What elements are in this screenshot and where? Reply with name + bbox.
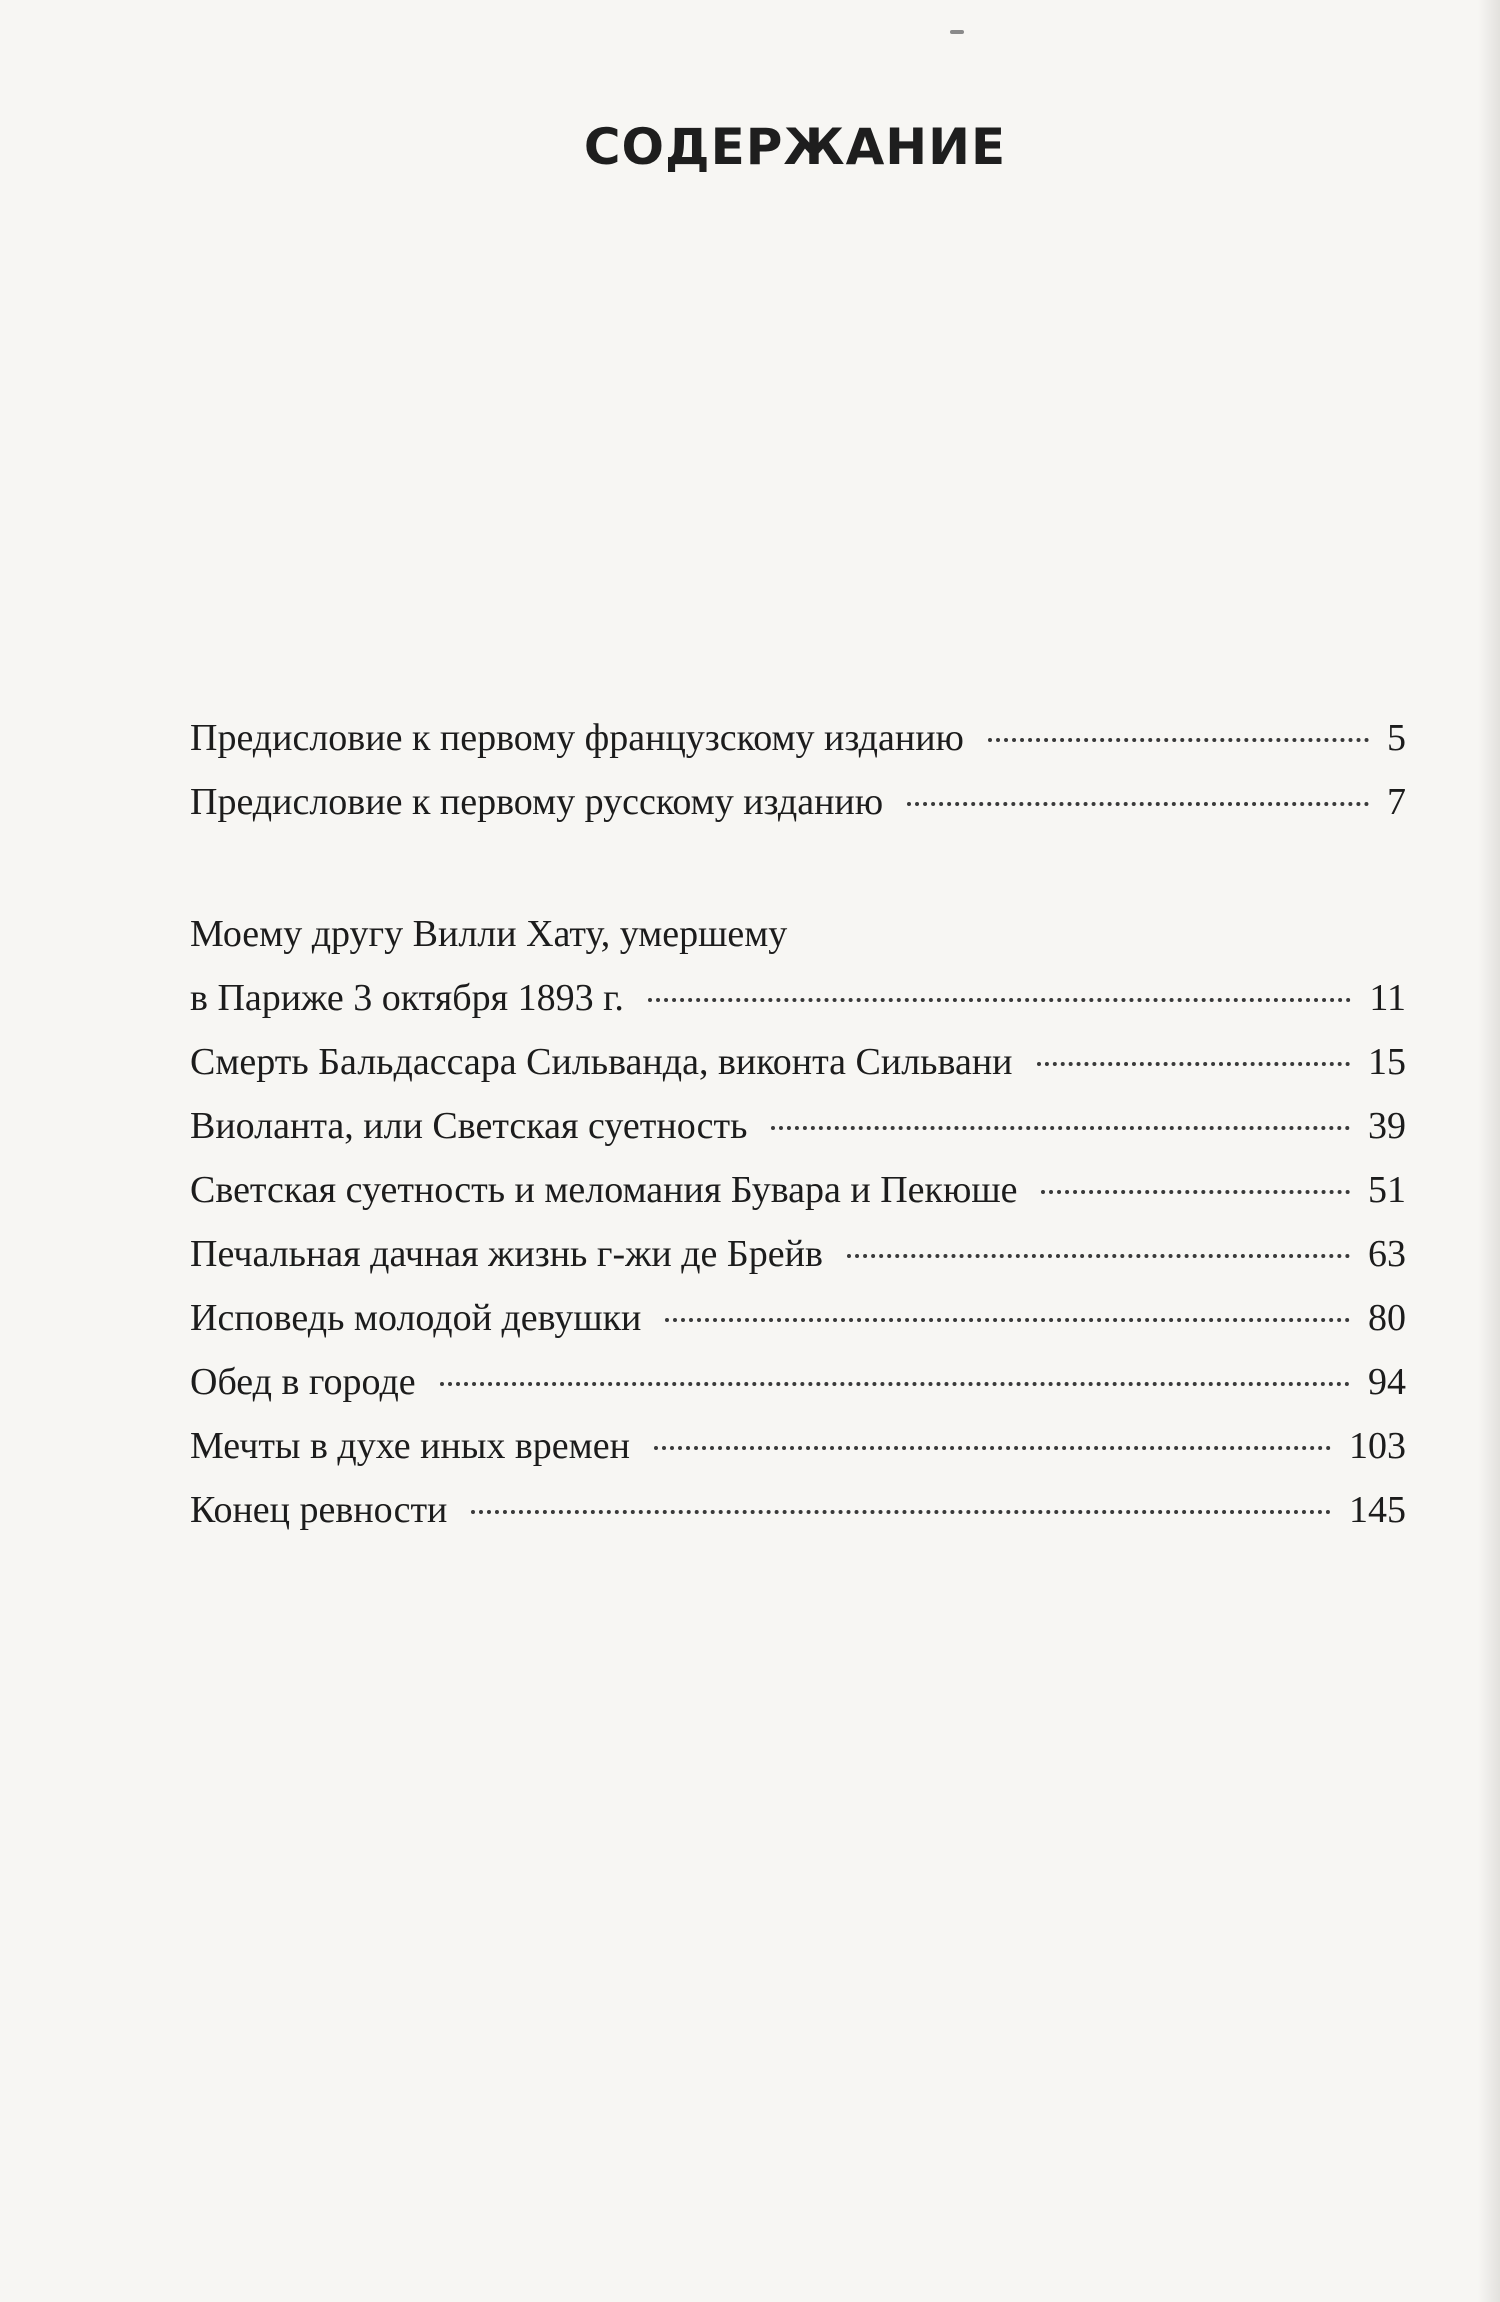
toc-entry-page: 80 (1368, 1297, 1406, 1339)
toc-entry-label-line1: Моему другу Вилли Хату, умершему (190, 913, 788, 955)
toc-entry-preface-russian[interactable] (190, 770, 1406, 834)
toc-entry-label: Предисловие к первому французскому изданию (190, 717, 964, 759)
toc-entry-label: Смерть Бальдассара Сильванда, виконта Сильвани (190, 1041, 1013, 1083)
toc-entry-page: 5 (1387, 717, 1406, 759)
toc-entry-willie-heath[interactable] (190, 902, 1406, 1030)
toc-entry-label: Виоланта, или Светская суетность (190, 1105, 748, 1147)
dot-leader (1037, 1062, 1351, 1066)
toc-entry-dinner-in-town[interactable] (190, 1350, 1406, 1414)
toc-entry-reveries[interactable] (190, 1414, 1406, 1478)
dot-leader (988, 738, 1369, 742)
toc-entry-bouvard-pecuchet[interactable] (190, 1158, 1406, 1222)
dot-leader (665, 1318, 1350, 1322)
dot-leader (907, 802, 1369, 806)
toc-entry-page: 7 (1387, 781, 1406, 823)
toc-entry-baldassare[interactable] (190, 1030, 1406, 1094)
toc-entry-page: 51 (1368, 1169, 1406, 1211)
toc-entry-label: Исповедь молодой девушки (190, 1297, 642, 1339)
dot-leader (471, 1510, 1331, 1514)
toc-entry-page: 15 (1368, 1041, 1406, 1083)
dot-leader (440, 1382, 1350, 1386)
toc-entry-page: 145 (1349, 1489, 1406, 1531)
dot-leader (648, 998, 1352, 1002)
toc-entry-label: в Париже 3 октября 1893 г. (190, 977, 624, 1019)
toc-entry-label: Предисловие к первому русскому изданию (190, 781, 884, 823)
toc-entry-page: 11 (1369, 977, 1406, 1019)
toc-entry-label: Печальная дачная жизнь г-жи де Брейв (190, 1233, 823, 1275)
dot-leader (847, 1254, 1350, 1258)
print-speck (950, 30, 964, 34)
toc-entry-confession[interactable] (190, 1286, 1406, 1350)
page-edge-shadow (1478, 0, 1500, 2302)
toc-entry-page: 103 (1349, 1425, 1406, 1467)
toc-entry-madame-de-breyves[interactable] (190, 1222, 1406, 1286)
toc-entry-label: Обед в городе (190, 1361, 416, 1403)
toc-entry-page: 94 (1368, 1361, 1406, 1403)
toc-entry-label: Мечты в духе иных времен (190, 1425, 630, 1467)
toc-entry-label: Светская суетность и меломания Бувара и Пекюше (190, 1169, 1018, 1211)
page-title: СОДЕРЖАНИЕ (583, 118, 1007, 176)
dot-leader (1041, 1190, 1350, 1194)
toc-entry-preface-french[interactable] (190, 706, 1406, 770)
dot-leader (654, 1446, 1331, 1450)
toc-entry-page: 63 (1368, 1233, 1406, 1275)
dot-leader (771, 1126, 1350, 1130)
toc-entry-label: Конец ревности (190, 1489, 448, 1531)
toc-entry-violante[interactable] (190, 1094, 1406, 1158)
toc-entry-page: 39 (1368, 1105, 1406, 1147)
toc-entry-end-of-jealousy[interactable] (190, 1478, 1406, 1542)
